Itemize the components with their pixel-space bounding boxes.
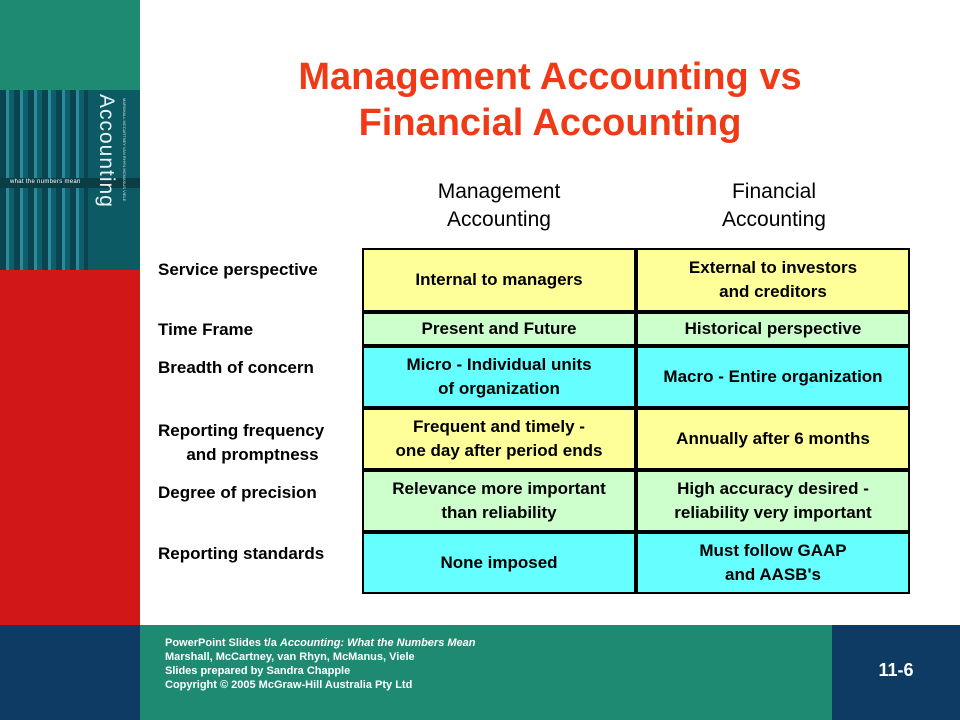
cell-management-service-perspective: Internal to managers (362, 248, 636, 312)
cell-financial-degree-of-precision: High accuracy desired - reliability very important (636, 470, 910, 532)
column-header-management-line-2: Accounting (447, 208, 551, 231)
footer-line-1-prefix: PowerPoint Slides t/a (165, 637, 280, 649)
title-line-2: Financial Accounting (358, 102, 742, 144)
cell-management-degree-of-precision: Relevance more important than reliability (362, 470, 636, 532)
cell-financial-breadth-of-concern: Macro - Entire organization (636, 346, 910, 408)
title-line-1: Management Accounting vs (298, 56, 802, 98)
column-header-management (366, 178, 632, 234)
left-red-bar (0, 270, 140, 625)
left-accent-bar (0, 0, 140, 90)
row-label-time-frame: Time Frame (158, 320, 254, 339)
cell-management-time-frame: Present and Future (362, 312, 636, 346)
row-label-degree-of-precision: Degree of precision (158, 483, 317, 502)
cell-management-reporting-frequency: Frequent and timely - one day after period ends (362, 408, 636, 470)
footer-line-1 (165, 636, 475, 650)
cell-management-reporting-standards: None imposed (362, 532, 636, 594)
footer-credits (165, 636, 475, 692)
row-label-breadth-of-concern: Breadth of concern (158, 358, 314, 377)
column-header-financial-line-1: Financial (731, 180, 817, 203)
row-label-service-perspective: Service perspective (158, 260, 318, 279)
cell-financial-time-frame: Historical perspective (636, 312, 910, 346)
cover-authors: MARSHALL MCCARTNEY VAN RHYN MCMANUS VIELE (122, 98, 127, 202)
cell-financial-reporting-standards: Must follow GAAP and AASB's (636, 532, 910, 594)
slide-number: 11-6 (878, 660, 914, 680)
row-label-reporting-standards: Reporting standards (158, 544, 325, 563)
cell-financial-reporting-frequency: Annually after 6 months (636, 408, 910, 470)
cover-subtitle: what the numbers mean (10, 179, 81, 185)
footer-line-4: Copyright © 2005 McGraw-Hill Australia Pty Ltd (165, 679, 413, 691)
cell-financial-service-perspective: External to investors and creditors (636, 248, 910, 312)
footer-line-2: Marshall, McCartney, van Rhyn, McManus, Viele (165, 651, 415, 663)
slide-title (200, 54, 900, 146)
footer-line-3: Slides prepared by Sandra Chapple (165, 665, 351, 677)
footer-book-title: Accounting: What the Numbers Mean (279, 637, 476, 649)
book-cover-image (0, 90, 140, 270)
footer-left-block (0, 625, 140, 720)
cover-word: Accounting (95, 94, 118, 208)
column-header-management-line-1: Management (437, 180, 561, 203)
cell-management-breadth-of-concern: Micro - Individual units of organization (362, 346, 636, 408)
row-label-reporting-frequency: Reporting frequency and promptness (158, 421, 325, 464)
column-header-financial (640, 178, 908, 234)
column-header-financial-line-2: Accounting (722, 208, 826, 231)
